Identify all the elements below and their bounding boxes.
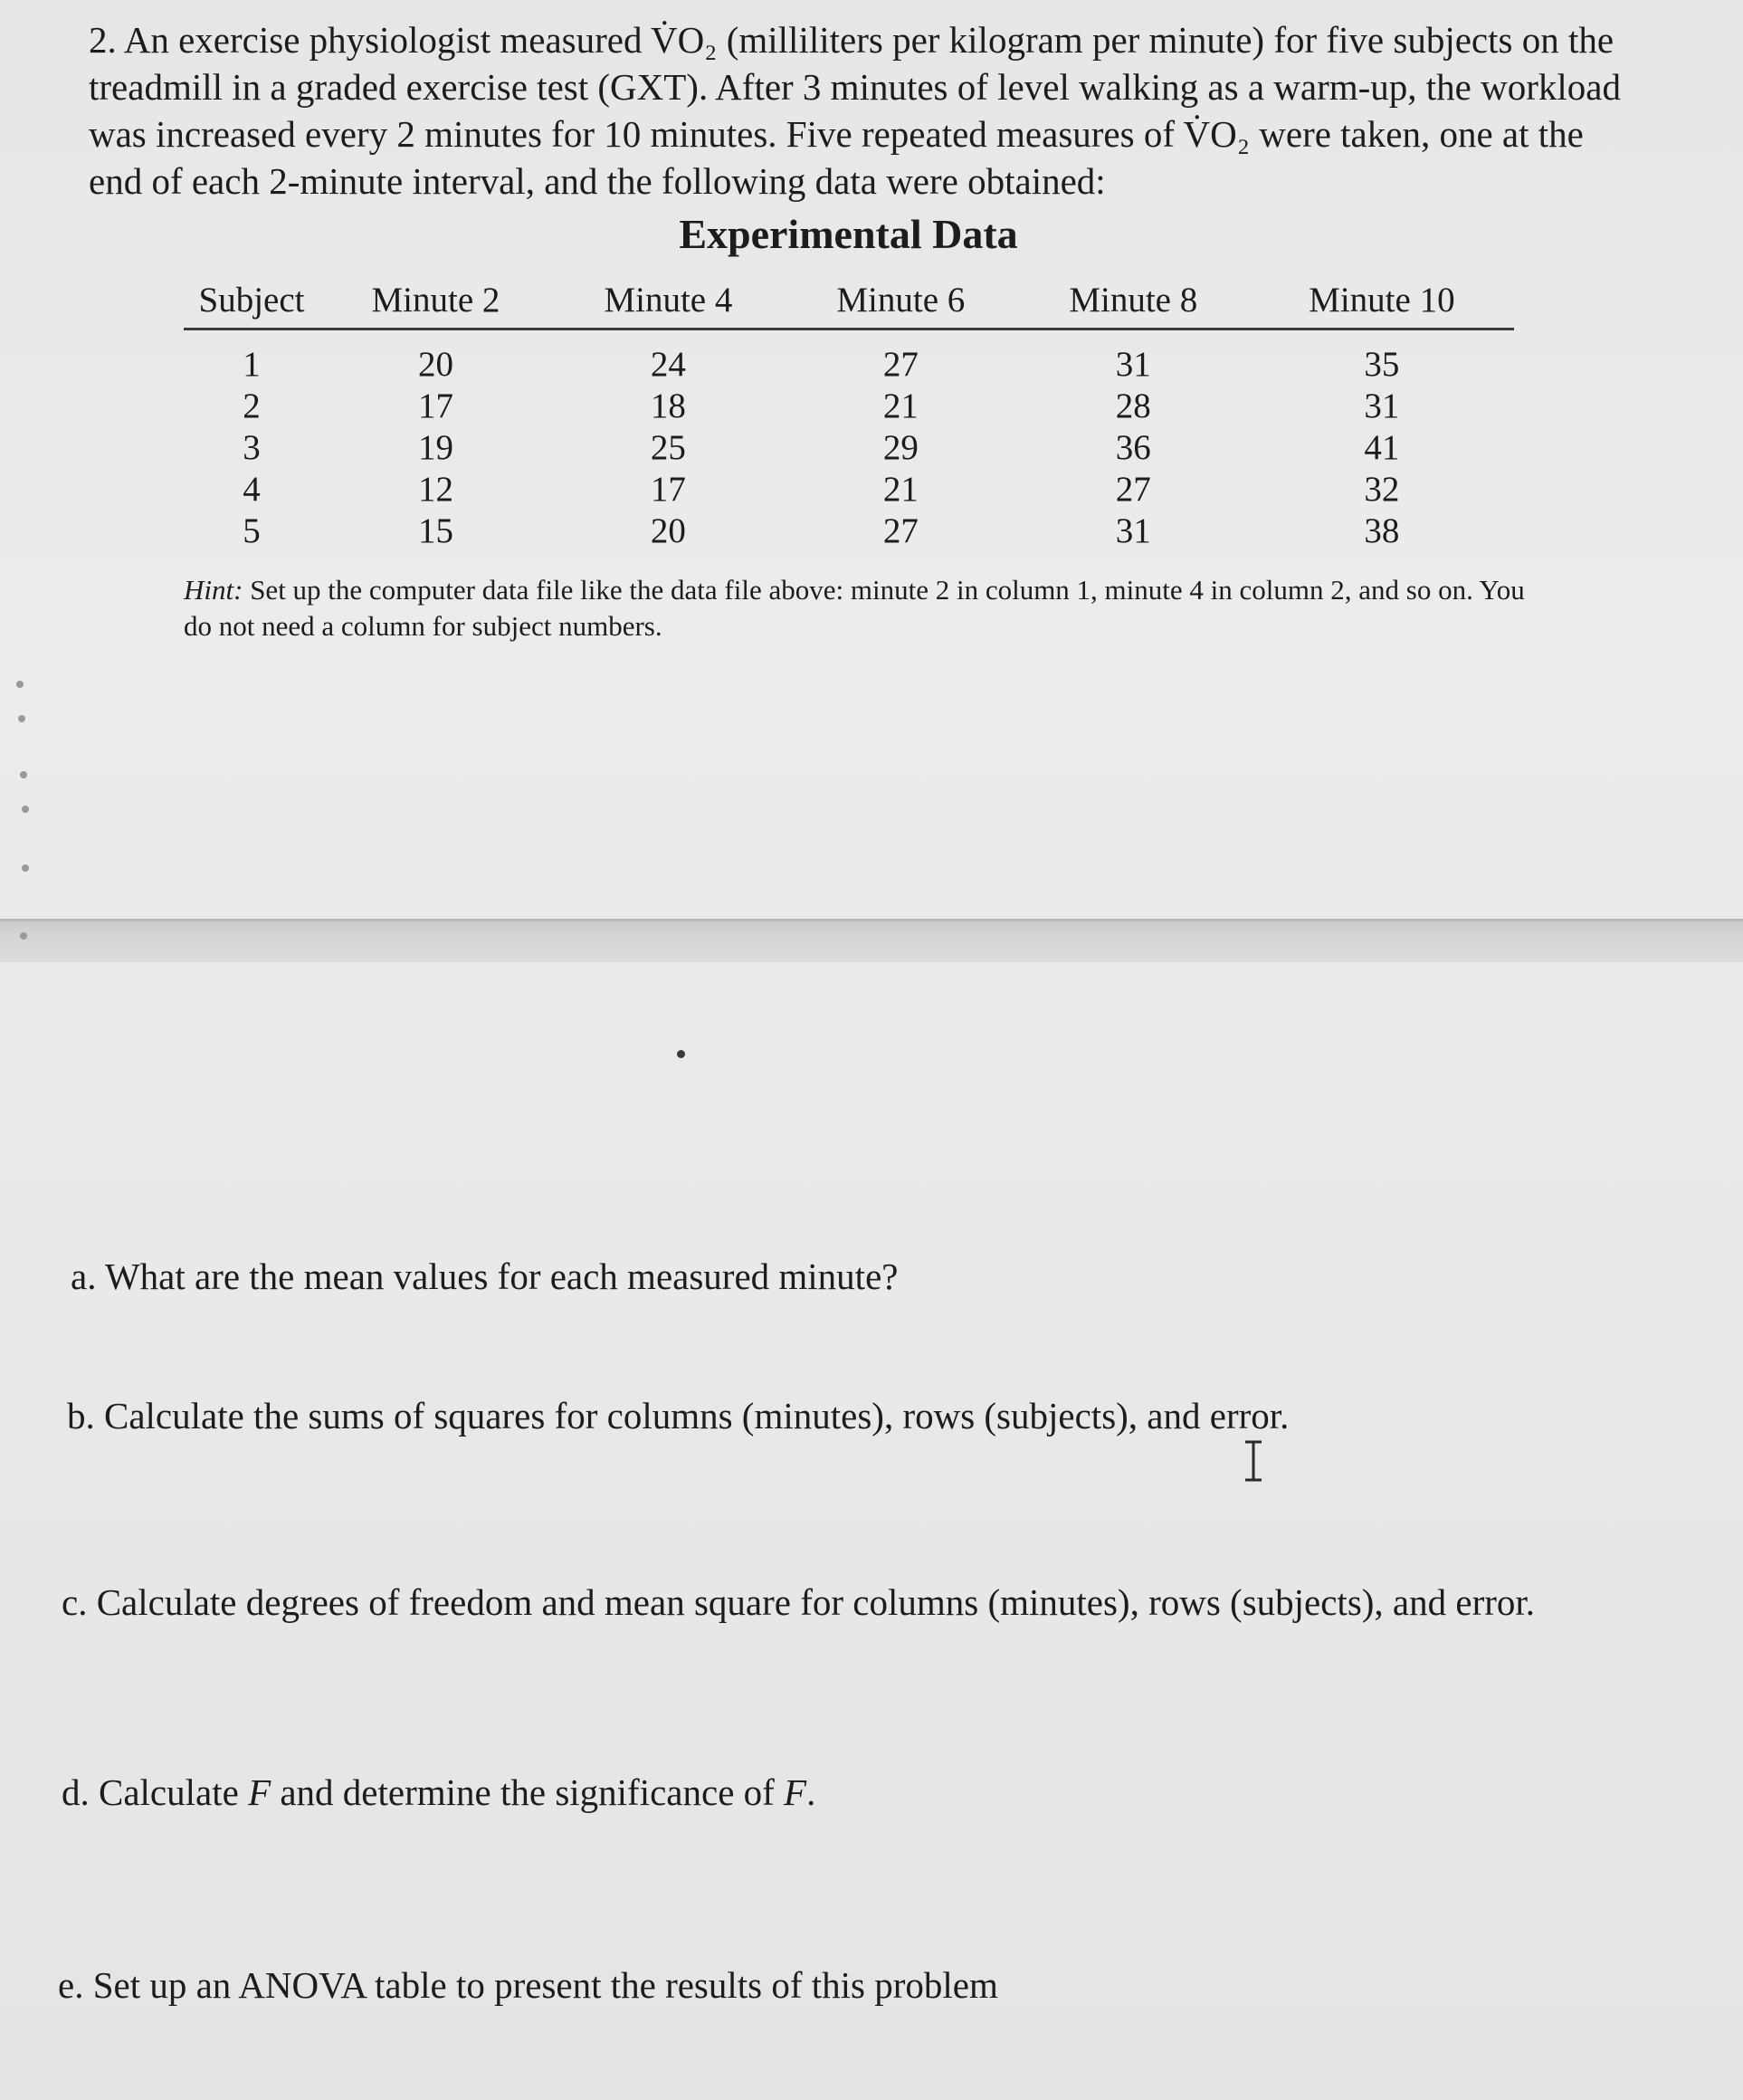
header-minute-10: Minute 10 <box>1250 272 1514 329</box>
cell-minute-4: 17 <box>650 469 686 509</box>
cell-minute-10: 38 <box>1364 511 1400 550</box>
problem-statement: 2. An exercise physiologist measured V̇O₂ (milliliters per kilogram per minute) for five subjects on the treadmill in a graded exercise test (GXT). After 3 minutes of level walking as a warm-up, the workload was increased every 2 minutes for 10 minutes. Five repeated measures of V̇O₂ were taken, one at the end of each 2-minute interval, and the following data were obtained: <box>89 19 1621 202</box>
margin-dot <box>22 806 29 813</box>
question-b: b. Calculate the sums of squares for columns (minutes), rows (subjects), and error. <box>67 1395 1290 1437</box>
cell-minute-8: 31 <box>1115 344 1151 384</box>
cell-minute-6: 21 <box>882 386 919 425</box>
table-row <box>184 329 1514 386</box>
margin-dot <box>20 771 27 778</box>
margin-dot <box>16 681 24 688</box>
cell-minute-4: 25 <box>650 427 686 467</box>
table-row <box>184 510 1514 551</box>
ink-dot <box>677 1050 685 1058</box>
question-d-suffix: . <box>806 1771 816 1813</box>
hint-body: Set up the computer data file like the data file above: minute 2 in column 1, minute 4 in column 2, and so on. You do not need a column for subject numbers. <box>184 574 1525 642</box>
page-divider <box>0 919 1743 962</box>
question-d-prefix: d. Calculate <box>62 1771 249 1813</box>
cell-minute-2: 20 <box>417 344 453 384</box>
experimental-data-table <box>184 272 1514 551</box>
cell-subject: 5 <box>243 511 261 550</box>
cell-minute-6: 21 <box>882 469 919 509</box>
header-minute-6: Minute 6 <box>785 272 1017 329</box>
margin-dot <box>20 932 27 940</box>
table-row <box>184 426 1514 468</box>
cell-minute-10: 41 <box>1364 427 1400 467</box>
page-divider-edge <box>0 919 1743 921</box>
cell-minute-6: 29 <box>882 427 919 467</box>
cell-minute-8: 36 <box>1115 427 1151 467</box>
cell-minute-8: 27 <box>1115 469 1151 509</box>
table-title: Experimental Data <box>679 211 1018 257</box>
table-row <box>184 468 1514 510</box>
cell-minute-2: 19 <box>417 427 453 467</box>
f-variable: F <box>784 1771 807 1813</box>
table-row <box>184 385 1514 426</box>
cell-minute-10: 31 <box>1364 386 1400 425</box>
hint-label: Hint: <box>184 574 243 606</box>
text-cursor-icon <box>1242 1439 1265 1483</box>
cell-minute-6: 27 <box>882 344 919 384</box>
cell-minute-8: 28 <box>1115 386 1151 425</box>
cell-subject: 2 <box>243 386 261 425</box>
cell-minute-2: 15 <box>417 511 453 550</box>
cell-minute-10: 32 <box>1364 469 1400 509</box>
header-minute-8: Minute 8 <box>1017 272 1250 329</box>
cell-subject: 4 <box>243 469 261 509</box>
question-e: e. Set up an ANOVA table to present the results of this problem <box>58 1964 998 2006</box>
cell-minute-4: 18 <box>650 386 686 425</box>
table-header-row <box>184 272 1514 329</box>
f-variable: F <box>248 1771 271 1813</box>
cell-minute-10: 35 <box>1364 344 1400 384</box>
header-minute-4: Minute 4 <box>552 272 785 329</box>
question-d-middle: and determine the significance of <box>271 1771 785 1813</box>
question-c: c. Calculate degrees of freedom and mean square for columns (minutes), rows (subjects), and error. <box>62 1581 1536 1623</box>
question-a: a. What are the mean values for each measured minute? <box>71 1255 899 1297</box>
cell-minute-6: 27 <box>882 511 919 550</box>
header-subject: Subject <box>184 272 319 329</box>
cell-minute-4: 20 <box>650 511 686 550</box>
cell-minute-8: 31 <box>1115 511 1151 550</box>
header-minute-2: Minute 2 <box>319 272 552 329</box>
cell-subject: 1 <box>243 344 261 384</box>
question-d <box>62 1769 815 1816</box>
cell-minute-2: 12 <box>417 469 453 509</box>
cell-minute-4: 24 <box>650 344 686 384</box>
margin-dot <box>18 715 25 722</box>
hint-text <box>184 572 1532 644</box>
cell-minute-2: 17 <box>417 386 453 425</box>
margin-dot <box>22 864 29 872</box>
cell-subject: 3 <box>243 427 261 467</box>
